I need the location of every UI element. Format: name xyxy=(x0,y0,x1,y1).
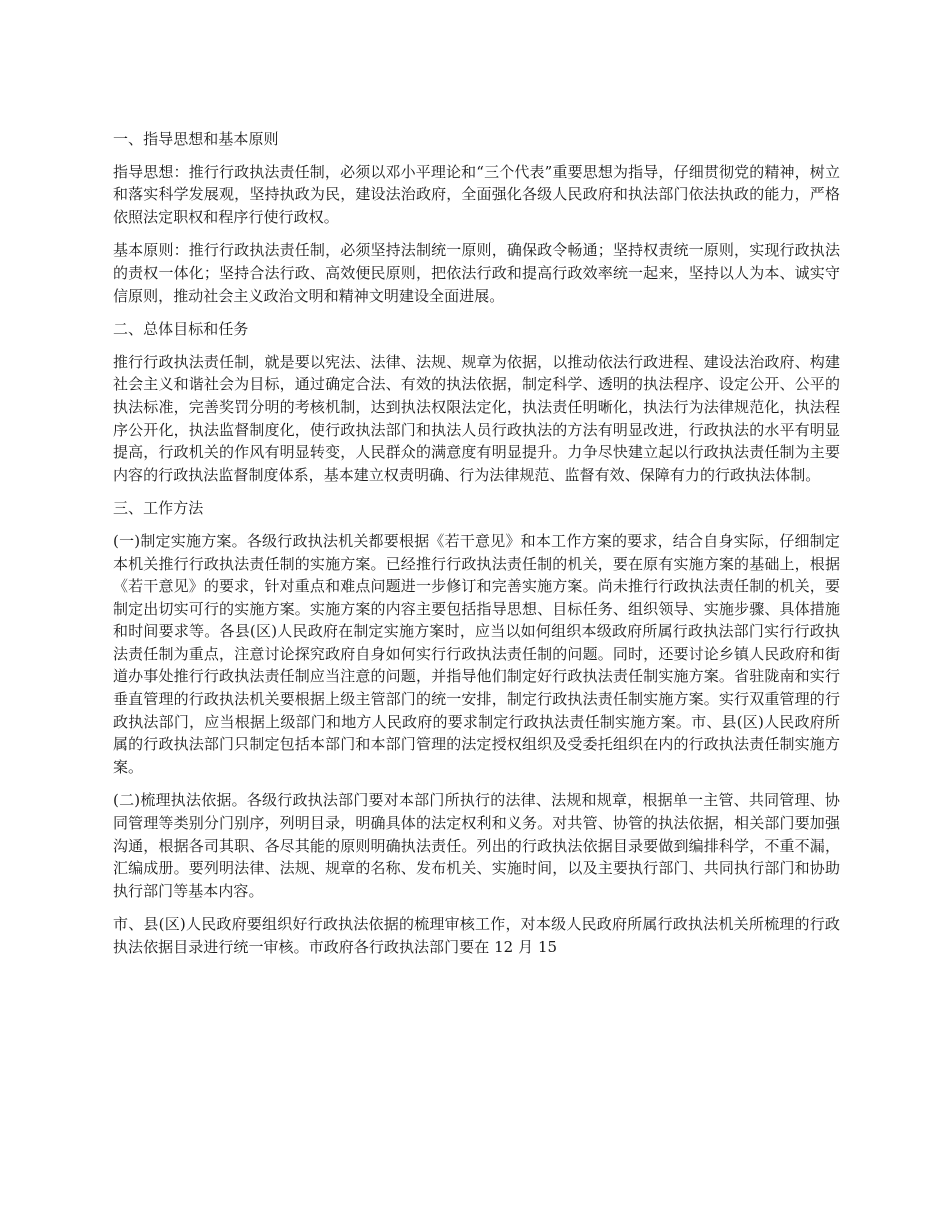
paragraph-overall-goals: 推行行政执法责任制，就是要以宪法、法律、法规、规章为依据，以推动依法行政进程、建设法治政府、构建社会主义和谐社会为目标，通过确定合法、有效的执法依据，制定科学、透明的执法程序、设定公开、公平的执法标准，完善奖罚分明的考核机制，达到执法权限法定化，执法责任明晰化，执法行为法律规范化，执法程序公开化，执法监督制度化，使行政执法部门和执法人员行政执法的方法有明显改进，行政执法的水平有明显提高，行政机关的作风有明显转变，人民群众的满意度有明显提升。力争尽快建立起以行政执法责任制为主要内容的行政执法监督制度体系，基本建立权责明确、行为法律规范、监督有效、保障有力的行政执法体制。 xyxy=(113,352,840,484)
document-page xyxy=(113,128,840,970)
paragraph-implementation-plan: (一)制定实施方案。各级行政执法机关都要根据《若干意见》和本工作方案的要求，结合自身实际，仔细制定本机关推行行政执法责任制的实施方案。已经推行行政执法责任制的机关，要在原有实施方案的基础上，根据《若干意见》的要求，针对重点和难点问题进一步修订和完善实施方案。尚未推行行政执法责任制的机关，要制定出切实可行的实施方案。实施方案的内容主要包括指导思想、目标任务、组织领导、实施步骤、具体措施和时间要求等。各县(区)人民政府在制定实施方案时，应当以如何组织本级政府所属行政执法部门实行行政执法责任制为重点，注意讨论探究政府自身如何实行行政执法责任制的问题。同时，还要讨论乡镇人民政府和街道办事处推行行政执法责任制应当注意的问题，并指导他们制定好行政执法责任制实施方案。省驻陇南和实行垂直管理的行政执法机关要根据上级主管部门的统一安排，制定行政执法责任制实施方案。实行双重管理的行政执法部门，应当根据上级部门和地方人民政府的要求制定行政执法责任制实施方案。市、县(区)人民政府所属的行政执法部门只制定包括本部门和本部门管理的法定授权组织及受委托组织在内的行政执法责任制实施方案。 xyxy=(113,531,840,776)
paragraph-review-work: 市、县(区)人民政府要组织好行政执法依据的梳理审核工作，对本级人民政府所属行政执法机关所梳理的行政执法依据目录进行统一审核。市政府各行政执法部门要在 12 月 15 xyxy=(113,915,840,956)
section-heading-guiding-principles: 一、指导思想和基本原则 xyxy=(113,130,279,148)
paragraph-basic-principles: 基本原则：推行行政执法责任制，必须坚持法制统一原则，确保政令畅通；坚持权责统一原则，实现行政执法的责权一体化；坚持合法行政、高效便民原则，把依法行政和提高行政效率统一起来，坚持以人为本、诚实守信原则，推动社会主义政治文明和精神文明建设全面进展。 xyxy=(113,241,840,305)
paragraph-enforcement-basis: (二)梳理执法依据。各级行政执法部门要对本部门所执行的法律、法规和规章，根据单一主管、共同管理、协同管理等类别分门别序，列明目录，明确具体的法定权利和义务。对共管、协管的执法依据，相关部门要加强沟通，根据各司其职、各尽其能的原则明确执法责任。列出的行政执法依据目录要做到编排科学，不重不漏，汇编成册。要列明法律、法规、规章的名称、发布机关、实施时间，以及主要执行部门、共同执行部门和协助执行部门等基本内容。 xyxy=(113,791,840,900)
paragraph-guiding-thought: 指导思想：推行行政执法责任制，必须以邓小平理论和“三个代表”重要思想为指导，仔细贯彻党的精神，树立和落实科学发展观，坚持执政为民，建设法治政府，全面强化各级人民政府和执法部门依法执政的能力，严格依照法定职权和程序行使行政权。 xyxy=(113,162,840,226)
section-heading-work-methods: 三、工作方法 xyxy=(113,499,204,518)
section-heading-goals-tasks: 二、总体目标和任务 xyxy=(113,320,249,339)
